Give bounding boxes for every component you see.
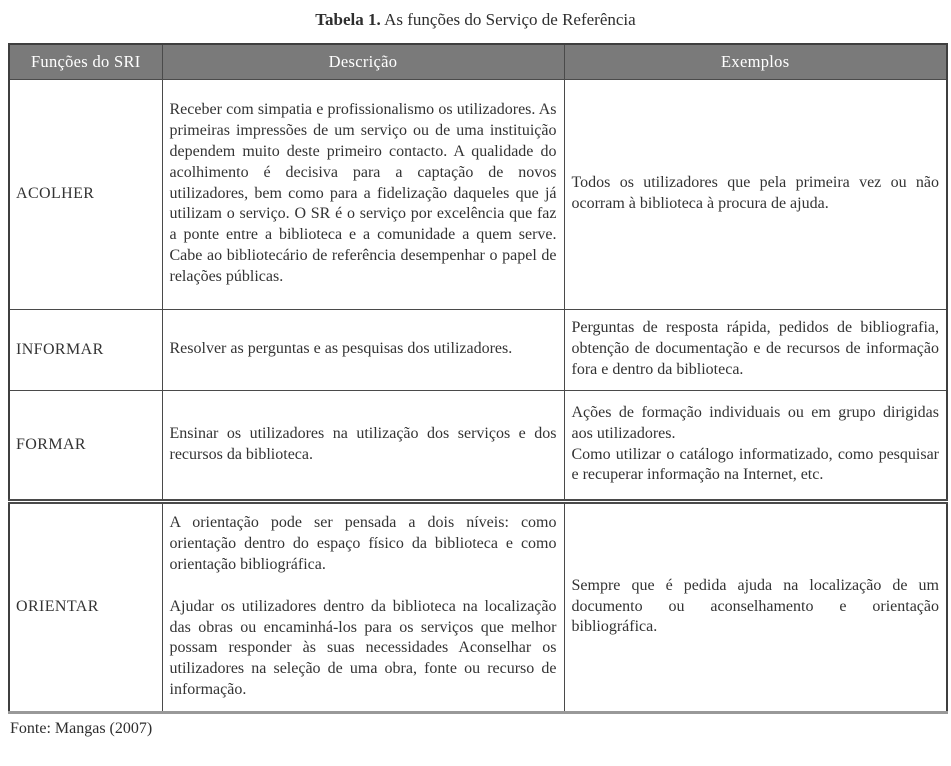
header-exemplos: Exemplos — [564, 44, 947, 79]
descricao-cell: Resolver as perguntas e as pesquisas dos utilizadores. — [162, 309, 564, 390]
table-row-formar — [9, 390, 947, 501]
funcao-label: ACOLHER — [9, 79, 162, 309]
descricao-cell: A orientação pode ser pensada a dois níveis: como orientação dentro do espaço físico da biblioteca e como orientação bibliográfica. Ajudar os utilizadores dentro da biblioteca na localização das obras ou encaminhá-los para os serviços que melhor possam responder às suas necessidades Aconselhar os utilizadores na seleção de uma obra, fonte ou recurso de informação. — [162, 501, 564, 712]
funcao-label: FORMAR — [9, 390, 162, 501]
header-descricao: Descrição — [162, 44, 564, 79]
funcao-label: ORIENTAR — [9, 501, 162, 712]
funcao-label: INFORMAR — [9, 309, 162, 390]
exemplos-cell: Todos os utilizadores que pela primeira vez ou não ocorram à biblioteca à procura de ajuda. — [564, 79, 947, 309]
header-funcoes-sri: Funções do SRI — [9, 44, 162, 79]
table-caption-number: Tabela 1. — [315, 10, 381, 29]
exemplos-cell: Perguntas de resposta rápida, pedidos de bibliografia, obtenção de documentação e de recursos de informação fora e dentro da biblioteca. — [564, 309, 947, 390]
table-row-acolher — [9, 79, 947, 309]
table-header-row — [9, 44, 947, 79]
table-caption — [0, 0, 951, 30]
descricao-cell: Ensinar os utilizadores na utilização dos serviços e dos recursos da biblioteca. — [162, 390, 564, 501]
exemplos-cell: Ações de formação individuais ou em grupo dirigidas aos utilizadores. Como utilizar o catálogo informatizado, como pesquisar e recuperar informação na Internet, etc. — [564, 390, 947, 501]
table-row-orientar — [9, 501, 947, 712]
exemplos-cell: Sempre que é pedida ajuda na localização de um documento ou aconselhamento e orientação bibliográfica. — [564, 501, 947, 712]
table-row-informar — [9, 309, 947, 390]
reference-functions-table — [8, 43, 948, 714]
table-caption-text: As funções do Serviço de Referência — [380, 10, 636, 29]
descricao-cell: Receber com simpatia e profissionalismo os utilizadores. As primeiras impressões de um serviço ou de uma instituição dependem muito deste primeiro contacto. A qualidade do acolhimento é decisiva para a captação de novos utilizadores, bem como para a fidelização daqueles que já utilizam o serviço. O SR é o serviço por excelência que faz a ponte entre a biblioteca e a comunidade a quem serve. Cabe ao bibliotecário de referência desempenhar o papel de relações públicas. — [162, 79, 564, 309]
source-note: Fonte: Mangas (2007) — [10, 719, 153, 737]
